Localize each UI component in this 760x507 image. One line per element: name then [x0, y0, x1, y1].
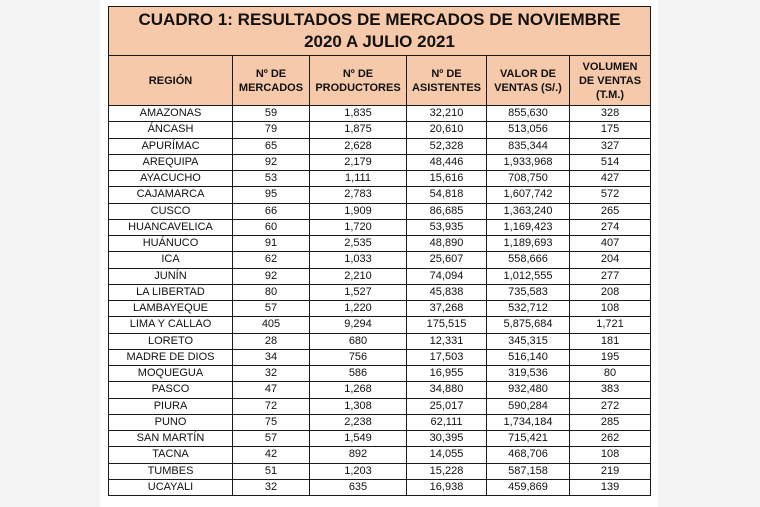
sales-value-cell: 1,169,423 [487, 219, 570, 235]
attendees-cell: 15,228 [407, 463, 487, 479]
column-header-text: DE VENTAS [578, 74, 642, 87]
column-header-text: VOLUMEN [582, 60, 638, 73]
table-body [109, 106, 651, 496]
column-header-text: VENTAS (S/.) [494, 81, 562, 94]
attendees-cell: 16,955 [407, 366, 487, 382]
sales-value-cell: 708,750 [487, 171, 570, 187]
table-title-line-1: CUADRO 1: RESULTADOS DE MERCADOS DE NOVIEMBRE [138, 10, 621, 29]
sales-value-cell: 735,583 [487, 284, 570, 300]
sales-value-cell: 459,869 [487, 479, 570, 495]
attendees-cell: 48,890 [407, 236, 487, 252]
results-table [108, 6, 651, 496]
producers-cell: 9,294 [310, 317, 407, 333]
sales-volume-cell: 195 [570, 349, 651, 365]
column-header-text: MERCADOS [238, 81, 304, 94]
region-cell: AYACUCHO [109, 171, 233, 187]
markets-cell: 32 [233, 366, 310, 382]
markets-cell: 59 [233, 106, 310, 122]
attendees-cell: 25,017 [407, 398, 487, 414]
sales-value-cell: 516,140 [487, 349, 570, 365]
attendees-cell: 37,268 [407, 301, 487, 317]
sales-volume-cell: 277 [570, 268, 651, 284]
sales-volume-cell: 262 [570, 431, 651, 447]
column-header-text: Nº DE [342, 67, 374, 80]
attendees-cell: 16,938 [407, 479, 487, 495]
sales-value-cell: 513,056 [487, 122, 570, 138]
producers-cell: 756 [310, 349, 407, 365]
sales-value-cell: 587,158 [487, 463, 570, 479]
attendees-cell: 175,515 [407, 317, 487, 333]
region-cell: CAJAMARCA [109, 187, 233, 203]
region-cell: LORETO [109, 333, 233, 349]
sales-value-cell: 835,344 [487, 138, 570, 154]
sales-value-cell: 1,363,240 [487, 203, 570, 219]
region-cell: LA LIBERTAD [109, 284, 233, 300]
sales-value-cell: 1,933,968 [487, 154, 570, 170]
producers-cell: 1,268 [310, 382, 407, 398]
region-cell: MADRE DE DIOS [109, 349, 233, 365]
sales-value-cell: 1,734,184 [487, 414, 570, 430]
region-cell: AMAZONAS [109, 106, 233, 122]
markets-cell: 66 [233, 203, 310, 219]
region-cell: PASCO [109, 382, 233, 398]
producers-cell: 1,308 [310, 398, 407, 414]
region-cell: HUANCAVELICA [109, 219, 233, 235]
markets-cell: 62 [233, 252, 310, 268]
column-header-attendees [407, 56, 487, 106]
table-row [109, 219, 651, 235]
region-cell: AREQUIPA [109, 154, 233, 170]
sales-value-cell: 1,189,693 [487, 236, 570, 252]
attendees-cell: 34,880 [407, 382, 487, 398]
column-header-text: REGIÓN [148, 74, 193, 87]
sales-value-cell: 5,875,684 [487, 317, 570, 333]
markets-cell: 95 [233, 187, 310, 203]
producers-cell: 1,835 [310, 106, 407, 122]
attendees-cell: 53,935 [407, 219, 487, 235]
markets-cell: 65 [233, 138, 310, 154]
column-header-text: ASISTENTES [411, 81, 482, 94]
sales-volume-cell: 265 [570, 203, 651, 219]
producers-cell: 1,527 [310, 284, 407, 300]
region-cell: PUNO [109, 414, 233, 430]
sales-volume-cell: 327 [570, 138, 651, 154]
markets-cell: 28 [233, 333, 310, 349]
sales-value-cell: 590,284 [487, 398, 570, 414]
table-row [109, 317, 651, 333]
markets-cell: 60 [233, 219, 310, 235]
producers-cell: 1,549 [310, 431, 407, 447]
attendees-cell: 52,328 [407, 138, 487, 154]
producers-cell: 1,720 [310, 219, 407, 235]
producers-cell: 680 [310, 333, 407, 349]
sales-volume-cell: 328 [570, 106, 651, 122]
table-row [109, 479, 651, 495]
markets-cell: 51 [233, 463, 310, 479]
markets-cell: 72 [233, 398, 310, 414]
attendees-cell: 12,331 [407, 333, 487, 349]
producers-cell: 2,238 [310, 414, 407, 430]
table-row [109, 203, 651, 219]
table-row [109, 349, 651, 365]
producers-cell: 2,179 [310, 154, 407, 170]
column-header-text: (T.M.) [595, 88, 625, 101]
sales-volume-cell: 181 [570, 333, 651, 349]
column-header-region [109, 56, 233, 106]
markets-cell: 47 [233, 382, 310, 398]
table-row [109, 463, 651, 479]
producers-cell: 2,628 [310, 138, 407, 154]
producers-cell: 635 [310, 479, 407, 495]
sales-value-cell: 558,666 [487, 252, 570, 268]
region-cell: TUMBES [109, 463, 233, 479]
table-row [109, 236, 651, 252]
region-cell: JUNÍN [109, 268, 233, 284]
region-cell: TACNA [109, 447, 233, 463]
markets-cell: 75 [233, 414, 310, 430]
sales-volume-cell: 272 [570, 398, 651, 414]
column-header-text: Nº DE [431, 67, 462, 80]
table-title-line-2: 2020 A JULIO 2021 [304, 32, 455, 51]
column-header-text: PRODUCTORES [315, 81, 401, 94]
markets-cell: 405 [233, 317, 310, 333]
markets-cell: 53 [233, 171, 310, 187]
producers-cell: 2,210 [310, 268, 407, 284]
sales-volume-cell: 139 [570, 479, 651, 495]
region-cell: APURÍMAC [109, 138, 233, 154]
producers-cell: 1,111 [310, 171, 407, 187]
attendees-cell: 48,446 [407, 154, 487, 170]
document-page [100, 0, 658, 507]
table-row [109, 284, 651, 300]
attendees-cell: 45,838 [407, 284, 487, 300]
attendees-cell: 86,685 [407, 203, 487, 219]
column-header-text: VALOR DE [499, 67, 557, 80]
attendees-cell: 54,818 [407, 187, 487, 203]
table-row [109, 382, 651, 398]
sales-volume-cell: 427 [570, 171, 651, 187]
table-row [109, 431, 651, 447]
table-row [109, 154, 651, 170]
sales-volume-cell: 108 [570, 447, 651, 463]
producers-cell: 1,203 [310, 463, 407, 479]
sales-value-cell: 319,536 [487, 366, 570, 382]
region-cell: CUSCO [109, 203, 233, 219]
attendees-cell: 62,111 [407, 414, 487, 430]
attendees-cell: 30,395 [407, 431, 487, 447]
producers-cell: 2,535 [310, 236, 407, 252]
markets-cell: 92 [233, 268, 310, 284]
markets-cell: 57 [233, 301, 310, 317]
table-row [109, 122, 651, 138]
table-row [109, 171, 651, 187]
attendees-cell: 74,094 [407, 268, 487, 284]
markets-cell: 79 [233, 122, 310, 138]
table-row [109, 333, 651, 349]
producers-cell: 892 [310, 447, 407, 463]
producers-cell: 1,875 [310, 122, 407, 138]
attendees-cell: 17,503 [407, 349, 487, 365]
markets-cell: 32 [233, 479, 310, 495]
producers-cell: 2,783 [310, 187, 407, 203]
region-cell: ICA [109, 252, 233, 268]
sales-value-cell: 932,480 [487, 382, 570, 398]
markets-cell: 57 [233, 431, 310, 447]
region-cell: LAMBAYEQUE [109, 301, 233, 317]
markets-cell: 92 [233, 154, 310, 170]
column-header-text: Nº DE [255, 67, 287, 80]
table-row [109, 366, 651, 382]
sales-volume-cell: 80 [570, 366, 651, 382]
sales-volume-cell: 274 [570, 219, 651, 235]
table-row [109, 252, 651, 268]
markets-cell: 80 [233, 284, 310, 300]
sales-value-cell: 1,607,742 [487, 187, 570, 203]
sales-volume-cell: 572 [570, 187, 651, 203]
column-header-row [109, 56, 651, 106]
producers-cell: 586 [310, 366, 407, 382]
table-title [109, 7, 651, 56]
table-row [109, 301, 651, 317]
region-cell: HUÁNUCO [109, 236, 233, 252]
attendees-cell: 32,210 [407, 106, 487, 122]
region-cell: UCAYALI [109, 479, 233, 495]
sales-value-cell: 1,012,555 [487, 268, 570, 284]
column-header-sales-volume [570, 56, 651, 106]
sales-volume-cell: 219 [570, 463, 651, 479]
table-row [109, 414, 651, 430]
attendees-cell: 25,607 [407, 252, 487, 268]
table-row [109, 106, 651, 122]
column-header-producers [310, 56, 407, 106]
sales-volume-cell: 208 [570, 284, 651, 300]
table-row [109, 398, 651, 414]
region-cell: LIMA Y CALLAO [109, 317, 233, 333]
producers-cell: 1,033 [310, 252, 407, 268]
sales-value-cell: 715,421 [487, 431, 570, 447]
attendees-cell: 20,610 [407, 122, 487, 138]
sales-volume-cell: 204 [570, 252, 651, 268]
attendees-cell: 14,055 [407, 447, 487, 463]
sales-volume-cell: 383 [570, 382, 651, 398]
sales-value-cell: 345,315 [487, 333, 570, 349]
sales-volume-cell: 285 [570, 414, 651, 430]
region-cell: SAN MARTÍN [109, 431, 233, 447]
table-row [109, 187, 651, 203]
table-row [109, 268, 651, 284]
region-cell: ÁNCASH [109, 122, 233, 138]
column-header-markets [233, 56, 310, 106]
region-cell: MOQUEGUA [109, 366, 233, 382]
region-cell: PIURA [109, 398, 233, 414]
producers-cell: 1,909 [310, 203, 407, 219]
table-row [109, 138, 651, 154]
attendees-cell: 15,616 [407, 171, 487, 187]
sales-volume-cell: 407 [570, 236, 651, 252]
markets-cell: 34 [233, 349, 310, 365]
column-header-sales-value [487, 56, 570, 106]
sales-value-cell: 468,706 [487, 447, 570, 463]
sales-volume-cell: 108 [570, 301, 651, 317]
sales-volume-cell: 175 [570, 122, 651, 138]
sales-value-cell: 532,712 [487, 301, 570, 317]
markets-cell: 42 [233, 447, 310, 463]
sales-volume-cell: 1,721 [570, 317, 651, 333]
producers-cell: 1,220 [310, 301, 407, 317]
sales-value-cell: 855,630 [487, 106, 570, 122]
table-row [109, 447, 651, 463]
sales-volume-cell: 514 [570, 154, 651, 170]
markets-cell: 91 [233, 236, 310, 252]
